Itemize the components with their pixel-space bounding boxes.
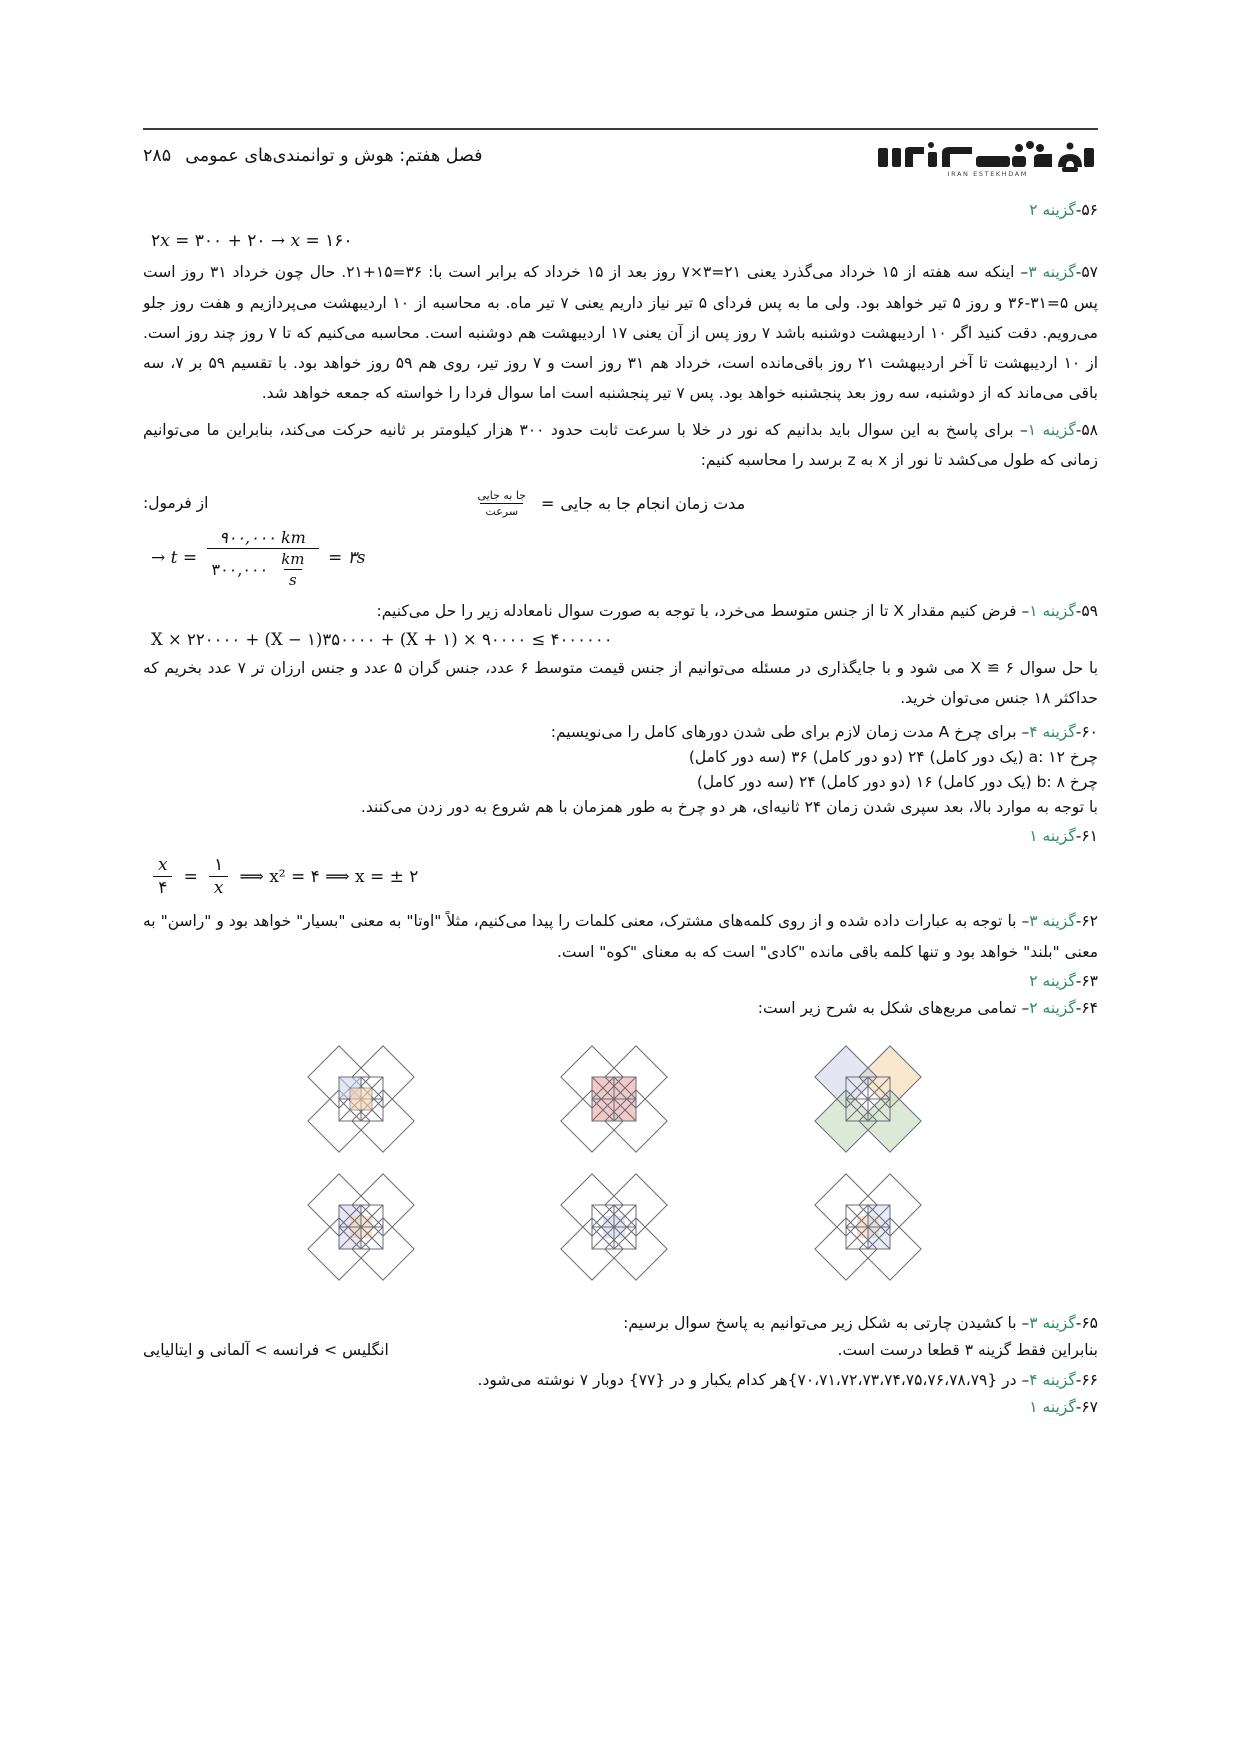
- answer-58-text: برای پاسخ به این سوال باید بدانیم که نور در خلا با سرعت ثابت حدود ۳۰۰ هزار کیلومتر بر ثانیه حرکت می‌کند، بنابراین ما می‌توانیم زمانی که طول می‌کشد تا نور از x به z برسد را محاسبه کنیم:: [143, 420, 1098, 469]
- answer-57-number: ۵۷-: [1075, 263, 1098, 282]
- answer-58-option: گزینه ۱: [1027, 420, 1076, 439]
- formula2-den-unit-den: s: [284, 569, 302, 589]
- answer-64-text: تمامی مربع‌های شکل به شرح زیر است:: [757, 999, 1017, 1018]
- formula-time-calculation: [151, 528, 1098, 589]
- figure-panel-2: [520, 1035, 720, 1163]
- eq61-left-den: ۴: [153, 876, 172, 898]
- answer-67-heading: [143, 1393, 1098, 1422]
- answer-63-heading: [143, 967, 1098, 996]
- answer-58-dash: –: [1020, 420, 1028, 439]
- answer-57-option: گزینه ۳: [1028, 263, 1076, 282]
- header-divider: [143, 128, 1098, 130]
- formula2-result: = ۳s: [327, 547, 366, 568]
- formula2-den-unit-num: km: [281, 549, 305, 568]
- answer-65-dash: –: [1021, 1314, 1030, 1333]
- answer-62-dash: –: [1021, 912, 1030, 931]
- figure-panel-1: [267, 1035, 467, 1163]
- answer-62-block: [143, 906, 1098, 966]
- answer-63-option: گزینه ۲: [1029, 971, 1076, 990]
- answer-60-number: ۶۰-: [1075, 722, 1098, 741]
- answer-62-option: گزینه ۳: [1029, 912, 1076, 931]
- eq61-left-num: x: [158, 855, 168, 876]
- answer-57-text: اینکه سه هفته از ۱۵ خرداد می‌گذرد یعنی ۲۱=۳×۷ روز بعد از ۱۵ خرداد که برابر است با: ۳۶=۱۵+۲۱. حال چون خرداد ۳۱ روز است پس ۵=۳۱-۳۶ و روز ۵ تیر خواهد بود. ولی ما به پس فردای ۵ تیر نیاز داریم یعنی ۷ تیر ماه. به محاسبه از ۱۰ اردیبهشت می‌پردازیم و هفت روز جلو می‌رویم. دقت کنید اگر ۱۰ اردیبهشت دوشنبه باشد ۷ روز پس از آن یعنی ۱۷ اردیبهشت هم دوشنبه است. محاسبه می‌کنیم که تا ۷ روز چند روز است. از ۱۰ اردیبهشت تا آخر اردیبهشت ۲۱ روز باقی‌مانده است، خرداد هم ۳۱ روز است و ۷ روز تیر، روی هم ۵۹ روز خواهد بود. با تقسیم ۵۹ بر ۷، سه باقی می‌ماند که از دوشنبه، سه روز بعد پنجشنبه خواهد بود. پس ۷ تیر پنجشنبه است اما سوال فردا را خواسته که جمعه خواهد شد.: [143, 263, 1099, 403]
- answer-62-number: ۶۲-: [1075, 912, 1098, 931]
- answer-59-inequality: X × ۲۲۰۰۰۰ + (X − ۱)۳۵۰۰۰۰ + (X + ۱) × ۹۰۰۰۰ ≤ ۴۰۰۰۰۰۰: [151, 630, 613, 650]
- chapter-title: فصل هفتم: هوش و توانمندی‌های عمومی: [185, 146, 483, 166]
- answer-57-dash: –: [1020, 263, 1029, 282]
- logo-icon: [876, 134, 1098, 178]
- answer-61-option: گزینه ۱: [1029, 826, 1076, 845]
- eq61-right-num: ۱: [214, 855, 224, 876]
- answer-67-option: گزینه ۱: [1029, 1397, 1076, 1416]
- answer-56-number: ۵۶-: [1075, 201, 1098, 219]
- logo-subtext: IRAN ESTEKHDAM: [947, 170, 1028, 178]
- formula-displacement-over-speed: [468, 489, 745, 518]
- answer-65-option: گزینه ۳: [1029, 1314, 1076, 1333]
- answer-60-block: [143, 720, 1098, 745]
- answer-60-option: گزینه ۴: [1029, 722, 1076, 741]
- answer-59-dash: –: [1021, 601, 1030, 620]
- answer-64-option: گزینه ۲: [1029, 999, 1076, 1018]
- answer-65-chain: انگلیس > فرانسه > آلمانی و ایتالیایی: [143, 1341, 389, 1360]
- answer-66-number: ۶۶-: [1075, 1370, 1098, 1389]
- answer-59-number: ۵۹-: [1075, 601, 1098, 620]
- answer-64-dash: –: [1021, 999, 1030, 1018]
- formula2-numerator: ۹۰۰,۰۰۰ km: [219, 527, 306, 547]
- answer-60-wheel-b: چرخ b: ۸ (یک دور کامل) ۱۶ (دو دور کامل) ۲۴ (سه دور کامل): [696, 772, 1098, 791]
- formula-rhs-text: مدت زمان انجام جا به جایی: [560, 493, 746, 513]
- answer-59-text: فرض کنیم مقدار X تا از جنس متوسط می‌خرد، با توجه به صورت سوال نامعادله زیر را حل می‌کنیم:: [376, 601, 1017, 620]
- answer-64-block: [143, 996, 1098, 1021]
- answer-60-wheel-a: چرخ a: ۱۲ (یک دور کامل) ۲۴ (دو دور کامل) ۳۶ (سه دور کامل): [688, 747, 1098, 766]
- answer-57-block: [143, 257, 1098, 408]
- answer-66-text: در {۷۰،۷۱،۷۲،۷۳،۷۴،۷۵،۷۶،۷۸،۷۹}هر کدام یکبار و در {۷۷} دوبار ۷ نوشته می‌شود.: [477, 1370, 1017, 1389]
- answer-59-text-2: با حل سوال ۶ ≅ X می شود و با جایگذاری در مسئله می‌توانیم از جنس قیمت متوسط ۶ عدد، جنس گران ۵ عدد و جنس ارزان تر ۷ عدد بخریم که حداکثر ۱۸ جنس می‌توان خرید.: [143, 659, 1099, 708]
- answer-66-dash: –: [1021, 1370, 1030, 1389]
- answer-60-text: برای چرخ A مدت زمان لازم برای طی شدن دورهای کامل را می‌نویسیم:: [550, 722, 1017, 741]
- answer-60-conclusion: با توجه به موارد بالا، بعد سپری شدن زمان ۲۴ ثانیه‌ای، هر دو چرخ به طور همزمان با هم شروع به دور زدن می‌کنند.: [360, 797, 1098, 816]
- answer-61-equation: [149, 855, 1098, 898]
- formula2-den-coefficient: ۳۰۰,۰۰۰: [211, 559, 269, 579]
- answer-61-heading: [143, 822, 1098, 851]
- page-number: ۲۸۵: [143, 146, 172, 166]
- answer-56-math: ۲𝑥 = ۳۰۰ + ۲۰ → 𝑥 = ۱۶۰: [151, 231, 353, 252]
- answer-66-block: [143, 1368, 1098, 1393]
- answer-56-heading: [143, 196, 1098, 225]
- answer-67-number: ۶۷-: [1075, 1397, 1098, 1416]
- answer-61-number: ۶۱-: [1075, 826, 1098, 845]
- answer-60-dash: –: [1021, 722, 1030, 741]
- eq61-right-den: x: [209, 876, 229, 898]
- answer-58-block: [143, 415, 1098, 475]
- answer-65-number: ۶۵-: [1075, 1314, 1098, 1333]
- page-header: [143, 118, 1098, 180]
- eq61-equals: =: [183, 866, 198, 887]
- figure-panel-5: [520, 1163, 720, 1291]
- answer-65-text: با کشیدن چارتی به شکل زیر می‌توانیم به پاسخ سوال برسیم:: [623, 1314, 1017, 1333]
- formula-label: از فرمول:: [143, 493, 209, 512]
- figure-panel-3: [774, 1035, 974, 1163]
- answer-59-option: گزینه ۱: [1029, 601, 1076, 620]
- formula2-prefix: → t =: [151, 547, 198, 568]
- answer-62-text: با توجه به عبارات داده شده و از روی کلمه‌های مشترک، معنی کلمات را پیدا می‌کنیم، مثلاً "اوتا" به معنی "بسیار" خواهد بود و "راسن" به معنی "بلند" خواهد بود و تنها کلمه باقی مانده "کادی" است که به معنای "کوه" است.: [143, 912, 1098, 961]
- figure-panel-6: [774, 1163, 974, 1291]
- panel-1-highlights: [339, 1077, 372, 1110]
- answer-63-number: ۶۳-: [1075, 971, 1098, 990]
- answer-56-option: گزینه ۲: [1029, 201, 1076, 219]
- answer-66-option: گزینه ۴: [1029, 1370, 1076, 1389]
- answer-58-number: ۵۸-: [1075, 420, 1098, 439]
- eq61-tail: ⟹ x² = ۴ ⟹ x = ± ۲: [239, 866, 419, 887]
- answer-65-block: [143, 1311, 1098, 1336]
- formula-denominator: سرعت: [480, 503, 523, 518]
- answer-64-number: ۶۴-: [1075, 999, 1098, 1018]
- answer-59-block: [143, 599, 1098, 624]
- figure-panel-4: [267, 1163, 467, 1291]
- formula-numerator: جا به جایی: [477, 488, 526, 502]
- q64-figure-grid: [241, 1035, 1001, 1291]
- answers-body: [143, 196, 1098, 1422]
- equals-sign: =: [540, 493, 555, 513]
- answer-65-conclusion: بنابراین فقط گزینه ۳ قطعا درست است.: [837, 1341, 1098, 1360]
- iran-estekhdam-logo: [876, 134, 1098, 178]
